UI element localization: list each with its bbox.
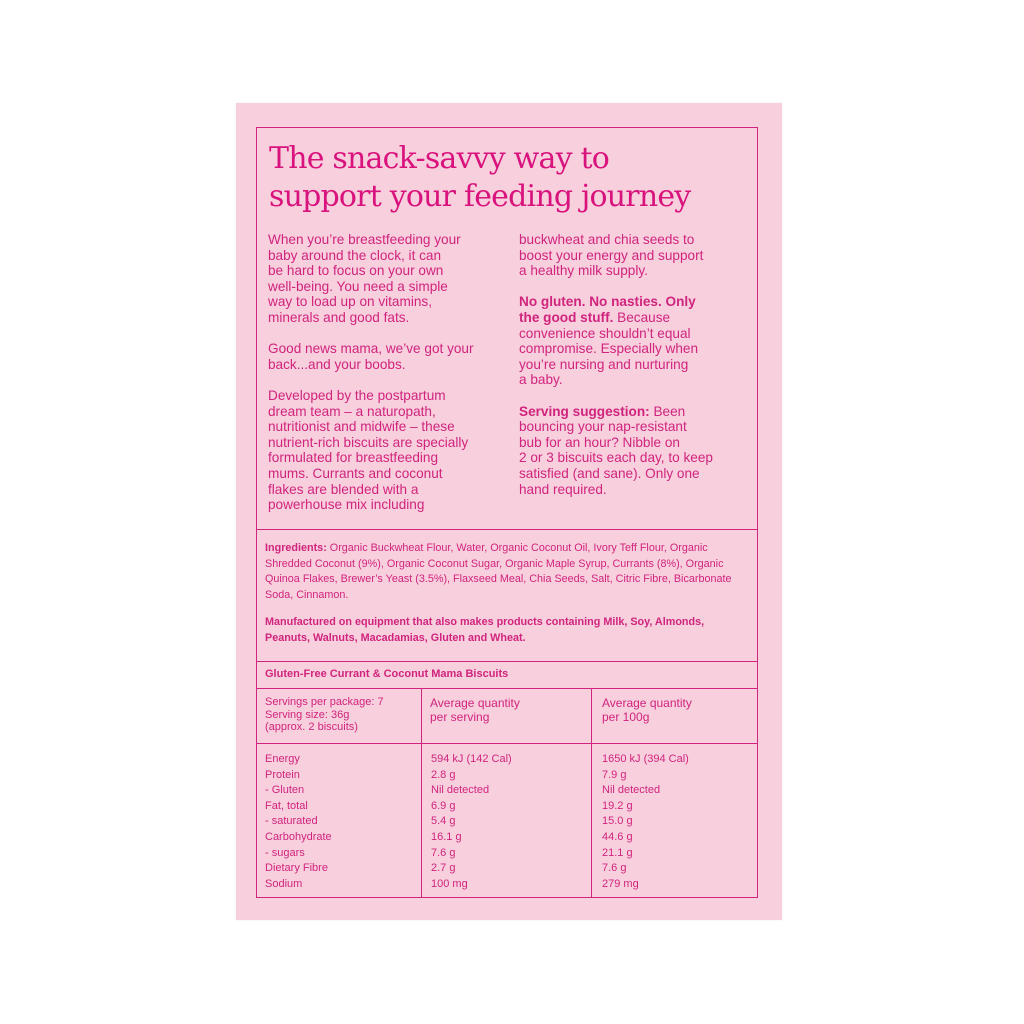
per-serving-header-line: Average quantity <box>430 696 520 710</box>
ingredients-block <box>265 541 749 659</box>
body-paragraph <box>519 294 755 388</box>
body-paragraph: When you’re breastfeeding your baby around the clock, it can be hard to focus on your own well-being. You need a simple way to load up on vitamins, minerals and good fats. <box>268 232 461 325</box>
per-100g-values <box>602 752 689 892</box>
per-serving-value: 6.9 g <box>431 799 456 812</box>
divider <box>257 661 757 662</box>
nutrient-name: - Gluten <box>265 784 305 797</box>
headline-line-2: support your feeding journey <box>269 179 691 214</box>
nutrient-name: Fat, total <box>265 799 308 812</box>
per-100g-value: 44.6 g <box>602 830 633 843</box>
serving-note: (approx. 2 biscuits) <box>265 721 358 733</box>
per-serving-values <box>431 752 512 892</box>
nutrient-name: - sugars <box>265 846 305 859</box>
content-frame <box>256 127 758 898</box>
table-column-divider <box>421 688 422 897</box>
body-paragraph: buckwheat and chia seeds to boost your energy and support a healthy milk supply. <box>519 232 704 279</box>
package-back <box>236 103 782 920</box>
per-serving-value: 7.6 g <box>431 846 456 859</box>
body-column-right <box>519 232 755 513</box>
per-serving-value: 2.8 g <box>431 768 456 781</box>
ingredients-label: Ingredients: <box>265 542 327 554</box>
per-serving-value: 594 kJ (142 Cal) <box>431 753 512 765</box>
body-column-left <box>268 232 504 528</box>
headline <box>269 140 749 216</box>
no-gluten-heading: No gluten. No nasties. Only the good stuff. <box>519 294 696 325</box>
table-column-divider <box>591 688 592 897</box>
per-serving-value: 100 mg <box>431 877 468 890</box>
per-100g-header-line: per 100g <box>602 709 650 724</box>
servings-per-package: Servings per package: 7 <box>265 696 384 708</box>
serving-suggestion-text: Been bouncing your nap-resistant bub for an hour? Nibble on 2 or 3 biscuits each day, to keep satisfied (and sane). Only one hand required. <box>519 403 713 497</box>
per-100g-value: 1650 kJ (394 Cal) <box>602 753 689 765</box>
serving-size: Serving size: 36g <box>265 708 350 721</box>
ingredients-text: Organic Buckwheat Flour, Water, Organic Coconut Oil, Ivory Teff Flour, Organic Shredded Coconut (9%), Organic Coconut Sugar, Organic Maple Syrup, Currants (8%), Organic Quinoa Flakes, Brewer’s Yeast (3.5%), Flaxseed Meal, Chia Seeds, Salt, Citric Fibre, Bicarbonate Soda, Cinnamon. <box>265 542 732 601</box>
body-paragraph <box>519 404 755 498</box>
per-100g-value: 279 mg <box>602 877 639 890</box>
body-paragraph: Good news mama, we’ve got your back...and your boobs. <box>268 341 474 372</box>
nutrient-name: Dietary Fibre <box>265 862 328 875</box>
per-100g-value: Nil detected <box>602 784 661 797</box>
body-paragraph: Developed by the postpartum dream team – a naturopath, nutritionist and midwife – these nutrient-rich biscuits are specially formulated for breastfeeding mums. Currants and coconut flakes are blended with a powerhouse mix including <box>268 387 469 513</box>
divider <box>257 688 757 689</box>
per-100g-value: 21.1 g <box>602 846 633 859</box>
ingredients-list <box>265 541 749 603</box>
nutrient-name: Energy <box>265 753 300 765</box>
per-100g-value: 7.6 g <box>602 862 627 875</box>
headline-line-1: The snack-savvy way to <box>269 141 610 176</box>
per-100g-value: 7.9 g <box>602 768 627 781</box>
nutrient-name: - saturated <box>265 815 318 828</box>
divider <box>257 529 757 530</box>
nutrient-names <box>265 752 332 892</box>
nutrition-panel-title: Gluten-Free Currant & Coconut Mama Biscuits <box>265 668 509 680</box>
per-serving-value: 5.4 g <box>431 815 456 828</box>
serving-info <box>265 696 384 734</box>
per-100g-header-line: Average quantity <box>602 696 692 710</box>
per-serving-value: 2.7 g <box>431 862 456 875</box>
per-serving-value: 16.1 g <box>431 830 462 843</box>
per-100g-header <box>602 697 692 724</box>
per-serving-header-line: per serving <box>430 709 490 724</box>
per-100g-value: 19.2 g <box>602 799 633 812</box>
nutrient-name: Sodium <box>265 877 303 890</box>
serving-suggestion-heading: Serving suggestion: <box>519 403 650 419</box>
per-serving-value: Nil detected <box>431 784 490 797</box>
no-gluten-text: Because convenience shouldn’t equal compromise. Especially when you’re nursing and nurturing a baby. <box>519 309 699 388</box>
nutrient-name: Carbohydrate <box>265 830 332 843</box>
nutrient-name: Protein <box>265 768 300 781</box>
allergen-warning: Manufactured on equipment that also makes products containing Milk, Soy, Almonds, Peanuts, Walnuts, Macadamias, Gluten and Wheat. <box>265 616 705 644</box>
per-100g-value: 15.0 g <box>602 815 633 828</box>
divider <box>257 743 757 744</box>
per-serving-header <box>430 697 520 724</box>
